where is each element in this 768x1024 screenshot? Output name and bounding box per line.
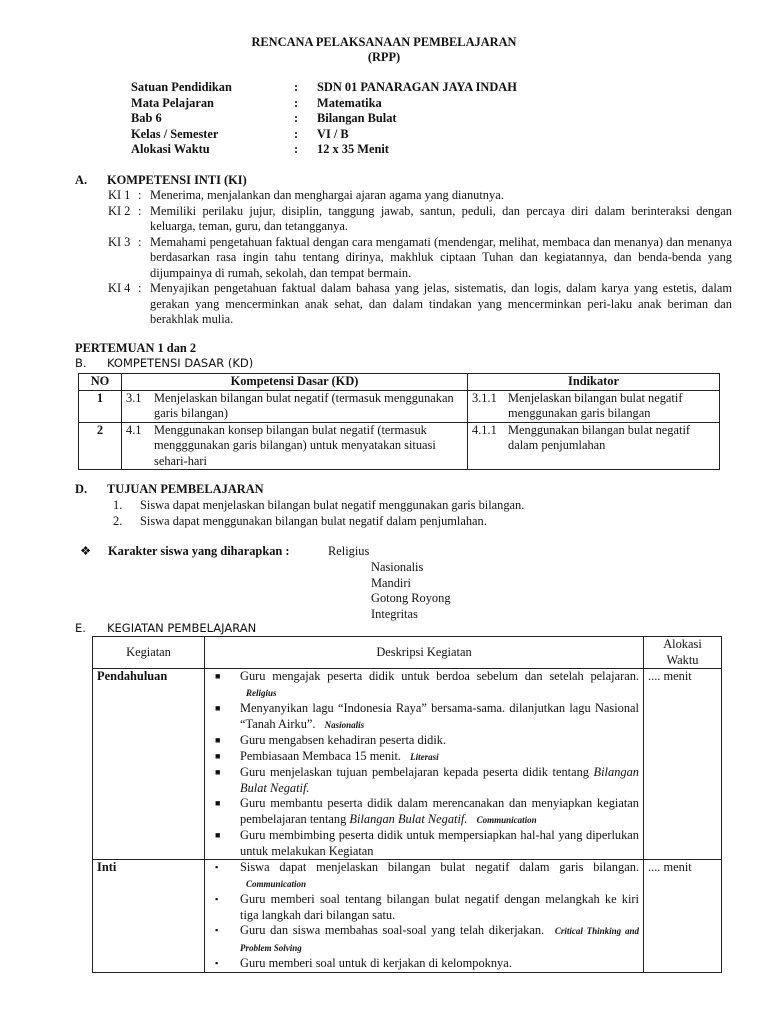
list-item: ■ Guru mengabsen kehadiran peserta didik. [215, 733, 447, 747]
identity-value: 12 x 35 Menit [317, 142, 389, 156]
section-b-heading: B. KOMPETENSI DASAR (KD) [75, 356, 254, 370]
karakter-label: Karakter siswa yang diharapkan : [108, 544, 290, 558]
identity-value: Bilangan Bulat [317, 111, 397, 125]
column-header: Kompetensi Dasar (KD) [122, 374, 468, 391]
column-header: NO [79, 374, 122, 391]
list-item: Mandiri [371, 575, 411, 590]
identity-value: VI / B [317, 126, 349, 141]
list-item: ▪ Guru memberi soal tentang bilangan bulat negatif dengan melangkah ke kiri tiga langkah dari bilangan satu. [215, 892, 639, 922]
column-header: Deskripsi Kegiatan [205, 637, 644, 669]
identity-label: Kelas / Semester [131, 126, 219, 141]
table-cell: 3.1 Menjelaskan bilangan bulat negatif (termasuk menggunakan garis bilangan) [122, 390, 468, 422]
kd-table [78, 373, 720, 470]
identity-value: Matematika [317, 95, 382, 110]
identity-row: Bab 6 : Bilangan Bulat [131, 111, 397, 125]
table-row [93, 860, 722, 973]
identity-row: Mata Pelajaran : Matematika [131, 95, 382, 110]
list-item: ▪ Guru dan siswa membahas soal-soal yang telah dikerjakan. Critical Thinking and Problem Solving [215, 923, 639, 953]
list-item: ■ Guru membimbing peserta didik untuk mempersiapkan hal-hal yang diperlukan untuk melakukan Kegiatan [215, 828, 639, 858]
table-cell [205, 669, 644, 860]
section-a-heading: A. KOMPETENSI INTI (KI) [75, 173, 247, 187]
table-row [93, 669, 722, 860]
list-item: Religius [328, 544, 370, 558]
identity-label: Alokasi Waktu [131, 142, 210, 156]
list-item: Nasionalis [371, 560, 424, 574]
identity-row: Alokasi Waktu : 12 x 35 Menit [131, 142, 389, 156]
table-cell: 2 [79, 422, 122, 470]
meeting-heading: PERTEMUAN 1 dan 2 [75, 341, 197, 355]
section-e-heading: E. KEGIATAN PEMBELAJARAN [75, 621, 257, 635]
list-item: KI 2 : Memiliki perilaku jujur, disiplin, tanggung jawab, santun, peduli, dan percaya diri dalam berinteraksi dengan keluarga, teman, guru, dan tetangganya. [108, 203, 732, 233]
table-cell: 4.1 Menggunakan konsep bilangan bulat negatif (termasuk mengggunakan garis bilangan) untuk menyatakan situasi sehari-hari [122, 422, 468, 470]
list-item: Integritas [371, 606, 418, 621]
karakter-values [328, 544, 478, 560]
ki-list [108, 188, 732, 328]
table-row [79, 390, 720, 422]
list-item: KI 3 : Memahami pengetahuan faktual dengan cara mengamati (mendengar, melihat, membaca dan menanya) dan menanya berdasarkan rasa ingin tahu tentang dirinya, makhluk ciptaan Tuhan dan kegiatannya, dan benda-benda yang dijumpainya di rumah, sekolah, dan tempat bermain. [108, 234, 732, 280]
identity-label: Satuan Pendidikan [131, 80, 232, 94]
table-cell: .... menit [644, 669, 722, 860]
column-header: Alokasi Waktu [644, 637, 722, 669]
column-header: Indikator [468, 374, 720, 391]
table-cell: 1 [79, 390, 122, 422]
table-cell: .... menit [644, 860, 722, 973]
list-item: Gotong Royong [371, 591, 451, 605]
list-item: ■ Guru menjelaskan tujuan pembelajaran kepada peserta didik tentang Bilangan Bulat Negatif. [215, 765, 639, 795]
table-header-row [79, 374, 720, 391]
table-cell [205, 860, 644, 973]
list-item: ■ Menyanyikan lagu “Indonesia Raya” bersama-sama. dilanjutkan lagu Nasional “Tanah Airku”. Nasionalis [215, 701, 639, 731]
table-cell: 4.1.1 Menggunakan bilangan bulat negatif dalam penjumlahan [468, 422, 720, 470]
section-d-heading: D. TUJUAN PEMBELAJARAN [75, 482, 264, 496]
identity-label: Bab 6 [131, 111, 162, 125]
table-cell: 3.1.1 Menjelaskan bilangan bulat negatif menggunakan garis bilangan [468, 390, 720, 422]
identity-row: Kelas / Semester : VI / B [131, 126, 349, 141]
document-title: RENCANA PELAKSANAAN PEMBELAJARAN [251, 35, 517, 49]
list-item: ▪ Guru memberi soal untuk di kerjakan di kelompoknya. [215, 956, 512, 970]
identity-label: Mata Pelajaran [131, 95, 214, 110]
document-subtitle: (RPP) [367, 50, 401, 64]
table-row [79, 422, 720, 470]
column-header: Kegiatan [93, 637, 205, 669]
kegiatan-table [92, 636, 722, 973]
identity-value: SDN 01 PANARAGAN JAYA INDAH [317, 80, 517, 94]
list-item: 1. Siswa dapat menjelaskan bilangan bulat negatif menggunakan garis bilangan. [113, 498, 525, 512]
list-item: ■ Pembiasaan Membaca 15 menit. Literasi [215, 748, 439, 763]
identity-block [131, 80, 517, 158]
list-item: ■ Guru membantu peserta didik dalam merencanakan dan menyiapkan kegiatan pembelajaran tentang Bilangan Bulat Negatif. Communication [215, 796, 639, 826]
table-cell: Inti [93, 860, 205, 973]
karakter-values-more [371, 560, 521, 622]
list-item: ▪ Siswa dapat menjelaskan bilangan bulat negatif dalam garis bilangan. Communication [215, 860, 639, 889]
identity-row: Satuan Pendidikan : SDN 01 PANARAGAN JAYA INDAH [131, 80, 517, 94]
table-header-row [93, 637, 722, 669]
table-cell: Pendahuluan [93, 669, 205, 860]
karakter-block [80, 544, 451, 621]
list-item: ■ Guru mengajak peserta didik untuk berdoa sebelum dan setelah pelajaran. Religius [215, 669, 639, 698]
list-item: 2. Siswa dapat menggunakan bilangan bulat negatif dalam penjumlahan. [113, 513, 487, 528]
diamond-bullet-icon: ❖ [80, 544, 92, 558]
tujuan-list [113, 498, 524, 529]
list-item: KI 4 : Menyajikan pengetahuan faktual dalam bahasa yang jelas, sistematis, dan logis, dalam karya yang estetis, dalam gerakan yang mencerminkan anak sehat, dan dalam tindakan yang mencerminkan peri-laku anak beriman dan berakhlak mulia. [108, 281, 732, 326]
list-item: KI 1 : Menerima, menjalankan dan menghargai ajaran agama yang dianutnya. [108, 188, 504, 202]
